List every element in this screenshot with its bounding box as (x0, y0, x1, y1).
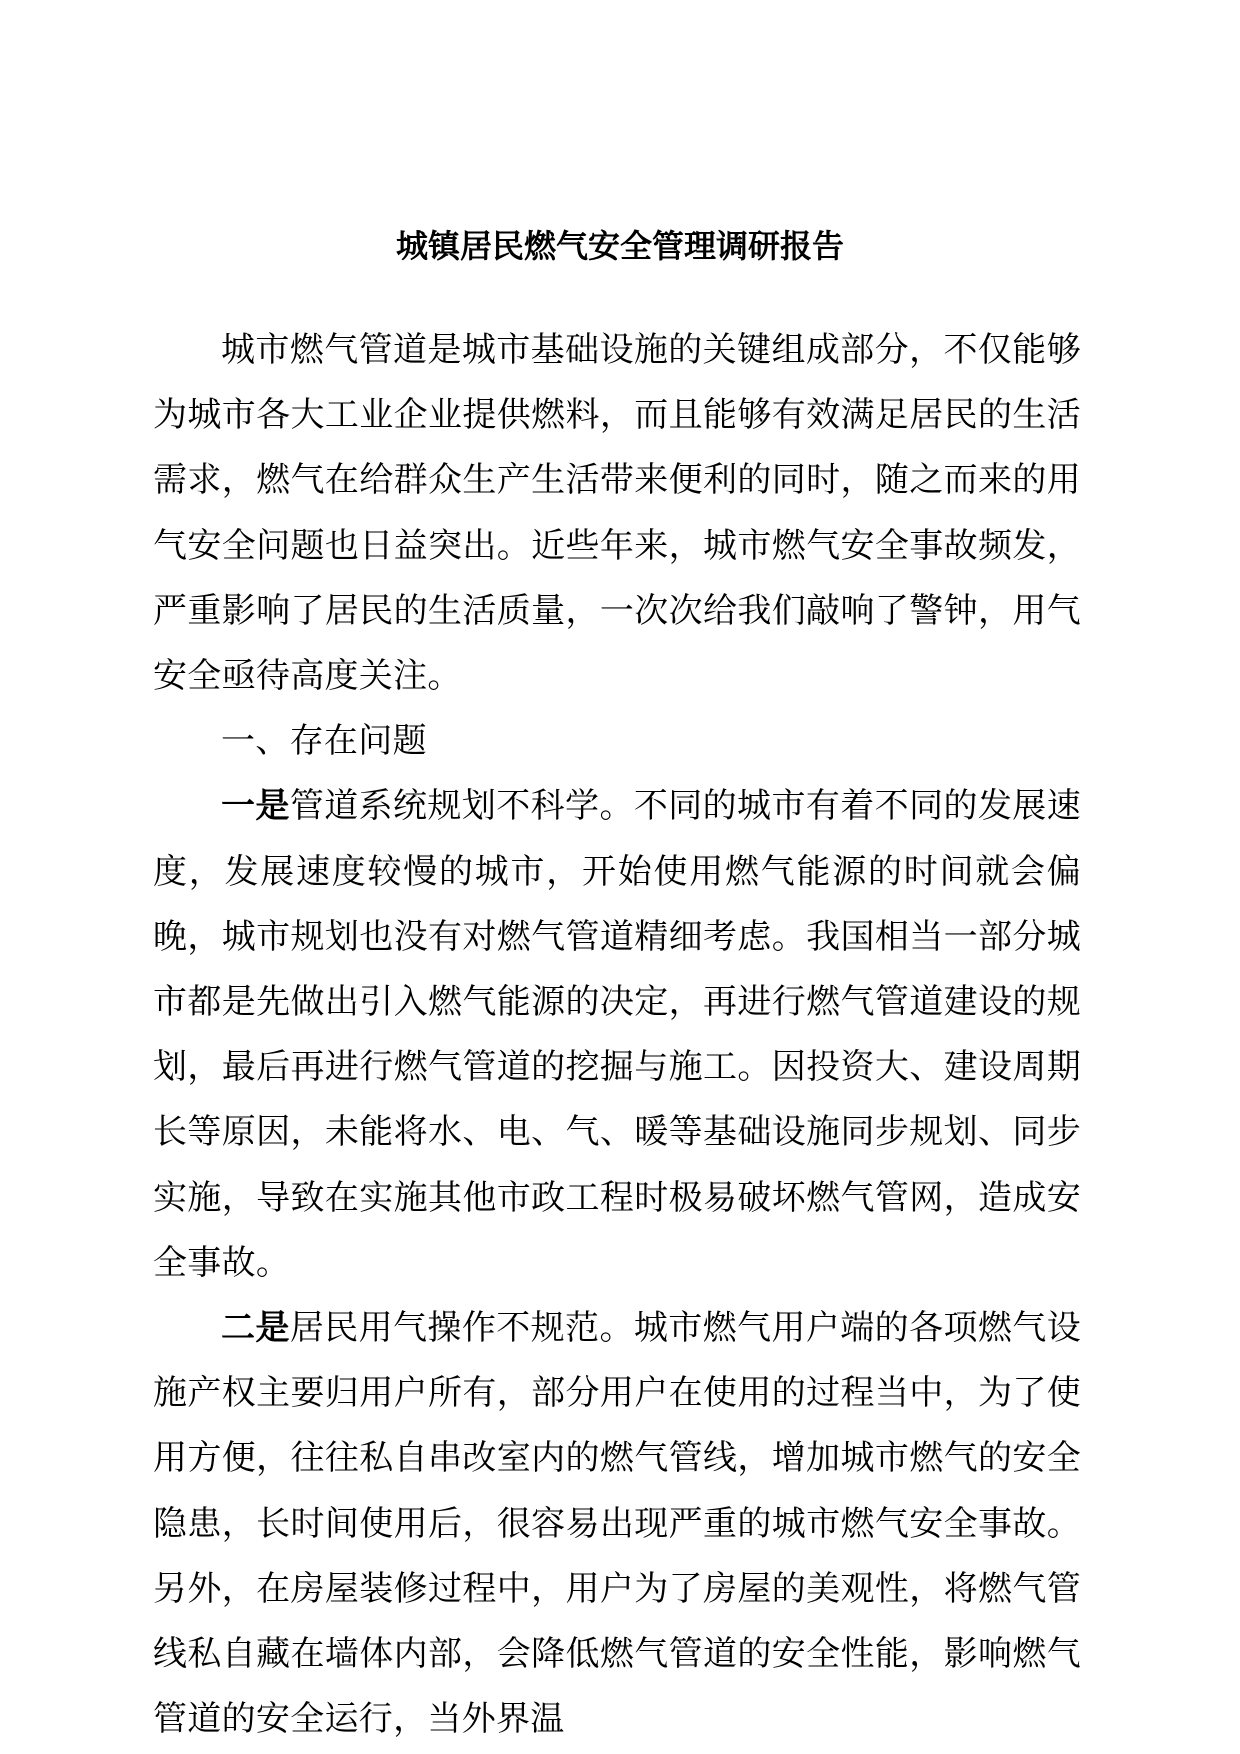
document-body (153, 318, 1081, 1752)
paragraph-lead: 一是 (221, 786, 290, 827)
paragraph-problem-two (153, 1296, 1081, 1752)
section-heading-problems (153, 709, 1081, 774)
paragraph-intro (153, 318, 1081, 709)
paragraph-text: 居民用气操作不规范。城市燃气用户端的各项燃气设施产权主要归用户所有，部分用户在使用的过程当中，为了使用方便，往往私自串改室内的燃气管线，增加城市燃气的安全隐患，长时间使用后，很容易出现严重的城市燃气安全事故。另外，在房屋装修过程中，用户为了房屋的美观性，将燃气管线私自藏在墙体内部，会降低燃气管道的安全性能，影响燃气管道的安全运行，当外界温 (153, 1308, 1081, 1740)
paragraph-text: 管道系统规划不科学。不同的城市有着不同的发展速度，发展速度较慢的城市，开始使用燃气能源的时间就会偏晚，城市规划也没有对燃气管道精细考虑。我国相当一部分城市都是先做出引入燃气能源的决定，再进行燃气管道建设的规划，最后再进行燃气管道的挖掘与施工。因投资大、建设周期长等原因，未能将水、电、气、暖等基础设施同步规划、同步实施，导致在实施其他市政工程时极易破坏燃气管网，造成安全事故。 (153, 786, 1081, 1283)
paragraph-problem-one (153, 774, 1081, 1296)
document-title: 城镇居民燃气安全管理调研报告 (395, 227, 844, 265)
section-heading-text: 一、存在问题 (221, 721, 427, 762)
paragraph-lead: 二是 (221, 1308, 290, 1349)
paragraph-text: 城市燃气管道是城市基础设施的关键组成部分，不仅能够为城市各大工业企业提供燃料，而且能够有效满足居民的生活需求，燃气在给群众生产生活带来便利的同时，随之而来的用气安全问题也日益突出。近些年来，城市燃气安全事故频发，严重影响了居民的生活质量，一次次给我们敲响了警钟，用气安全亟待高度关注。 (153, 330, 1081, 697)
